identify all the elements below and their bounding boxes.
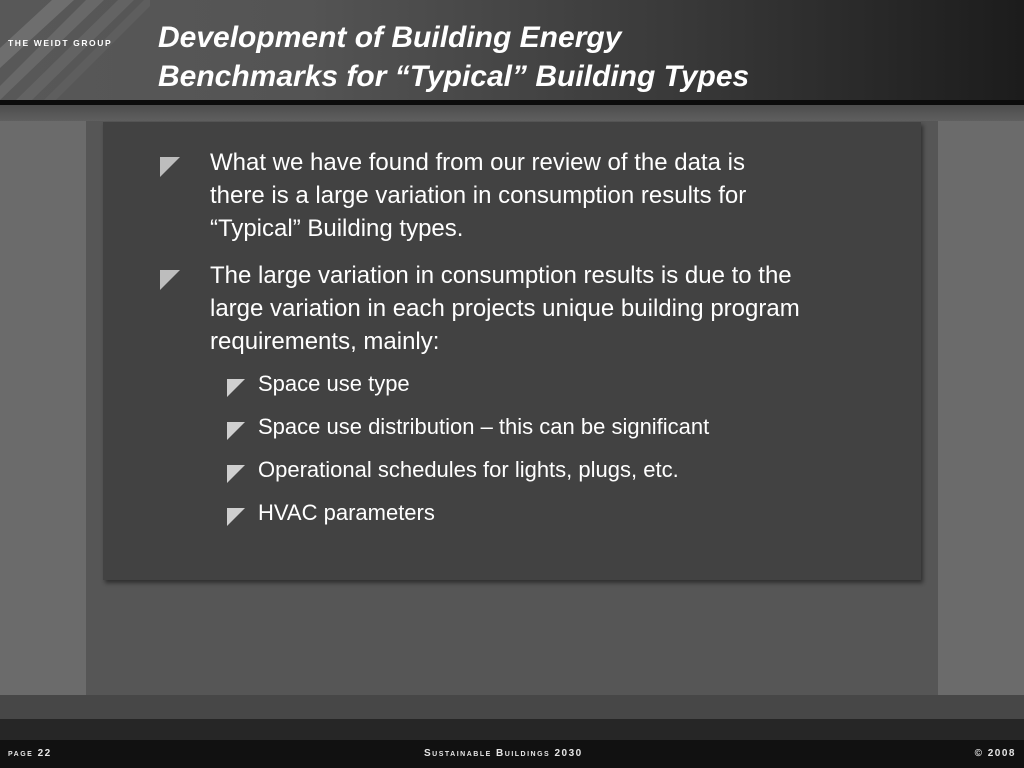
page-number: page 22 xyxy=(8,748,52,759)
bullet-line: What we have found from our review of the data is xyxy=(210,149,745,176)
title-line-1: Development of Building Energy xyxy=(158,21,622,54)
header-shade xyxy=(0,105,1024,121)
content-panel xyxy=(103,122,921,580)
diagonal-stripes-graphic xyxy=(0,0,150,100)
bullet-line: there is a large variation in consumption results for xyxy=(210,182,747,209)
bullet-line: requirements, mainly: xyxy=(210,328,440,355)
bullet-line: large variation in each projects unique building program xyxy=(210,295,800,322)
bottom-band xyxy=(0,695,1024,719)
sub-bullet-text: HVAC parameters xyxy=(258,500,435,525)
bullet-item xyxy=(160,259,905,358)
sub-bullet-item xyxy=(227,498,907,533)
sub-bullet-item xyxy=(227,369,907,404)
bullet-text xyxy=(210,259,800,358)
bullet-line: The large variation in consumption results is due to the xyxy=(210,262,792,289)
sub-bullet-text: Operational schedules for lights, plugs, etc. xyxy=(258,457,679,482)
footer xyxy=(0,740,1024,768)
company-logo-text: THE WEIDT GROUP xyxy=(8,38,113,48)
triangle-bullet-icon xyxy=(227,412,258,447)
triangle-bullet-icon xyxy=(227,369,258,404)
sub-bullet-item xyxy=(227,412,907,447)
bullet-text xyxy=(210,146,746,245)
triangle-bullet-icon xyxy=(227,455,258,490)
triangle-bullet-icon xyxy=(160,146,210,186)
sub-bullet-text: Space use type xyxy=(258,371,410,396)
triangle-bullet-icon xyxy=(227,498,258,533)
copyright-notice: © 2008 xyxy=(974,748,1016,759)
sub-bullet-text: Space use distribution – this can be significant xyxy=(258,414,710,439)
slide-title xyxy=(158,18,749,96)
bottom-band-dark xyxy=(0,719,1024,740)
title-line-2: Benchmarks for “Typical” Building Types xyxy=(158,60,750,93)
bullet-line: “Typical” Building types. xyxy=(210,215,464,242)
footer-title: Sustainable Buildings 2030 xyxy=(424,748,583,759)
triangle-bullet-icon xyxy=(160,259,210,299)
sub-bullet-item xyxy=(227,455,907,490)
bullet-item xyxy=(160,146,905,245)
header xyxy=(0,0,1024,105)
